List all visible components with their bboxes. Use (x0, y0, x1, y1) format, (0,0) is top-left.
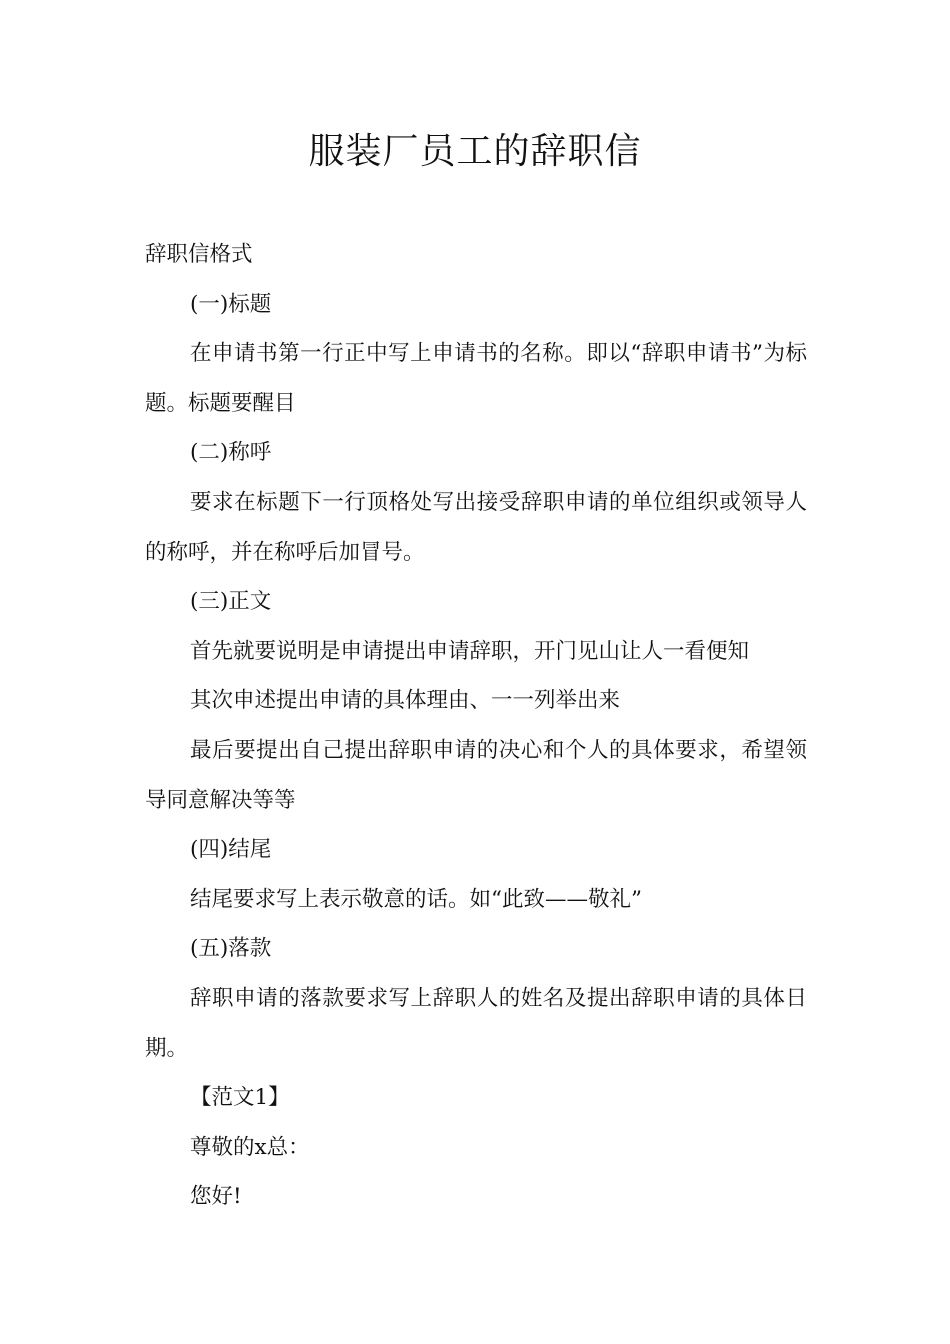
paragraph-body-last: 最后要提出自己提出辞职申请的决心和个人的具体要求，希望领导同意解决等等 (145, 737, 807, 813)
paragraph-body-first: 首先就要说明是申请提出申请辞职，开门见山让人一看便知 (190, 638, 750, 664)
subheading-body: (三)正文 (190, 589, 272, 615)
sample-heading: 【范文1】 (190, 1085, 290, 1111)
section-heading-format: 辞职信格式 (145, 242, 253, 267)
letter-salutation: 尊敬的x总： (190, 1134, 310, 1160)
subheading-title: (一)标题 (190, 291, 272, 317)
subheading-closing: (四)结尾 (190, 837, 272, 863)
subheading-signature: (五)落款 (190, 936, 272, 962)
paragraph-salutation-desc: 要求在标题下一行顶格处写出接受辞职申请的单位组织或领导人的称呼，并在称呼后加冒号。 (145, 489, 807, 565)
document-title: 服装厂员工的辞职信 (308, 131, 642, 172)
paragraph-signature-desc: 辞职申请的落款要求写上辞职人的姓名及提出辞职申请的具体日期。 (145, 985, 807, 1061)
document-body (145, 230, 807, 1222)
subheading-salutation: (二)称呼 (190, 440, 272, 466)
paragraph-title-desc: 在申请书第一行正中写上申请书的名称。即以“辞职申请书”为标题。标题要醒目 (145, 341, 807, 416)
paragraph-body-second: 其次申述提出申请的具体理由、一一列举出来 (190, 688, 621, 714)
paragraph-closing-desc: 结尾要求写上表示敬意的话。如“此致——敬礼” (190, 886, 642, 912)
letter-greeting: 您好! (190, 1184, 242, 1210)
